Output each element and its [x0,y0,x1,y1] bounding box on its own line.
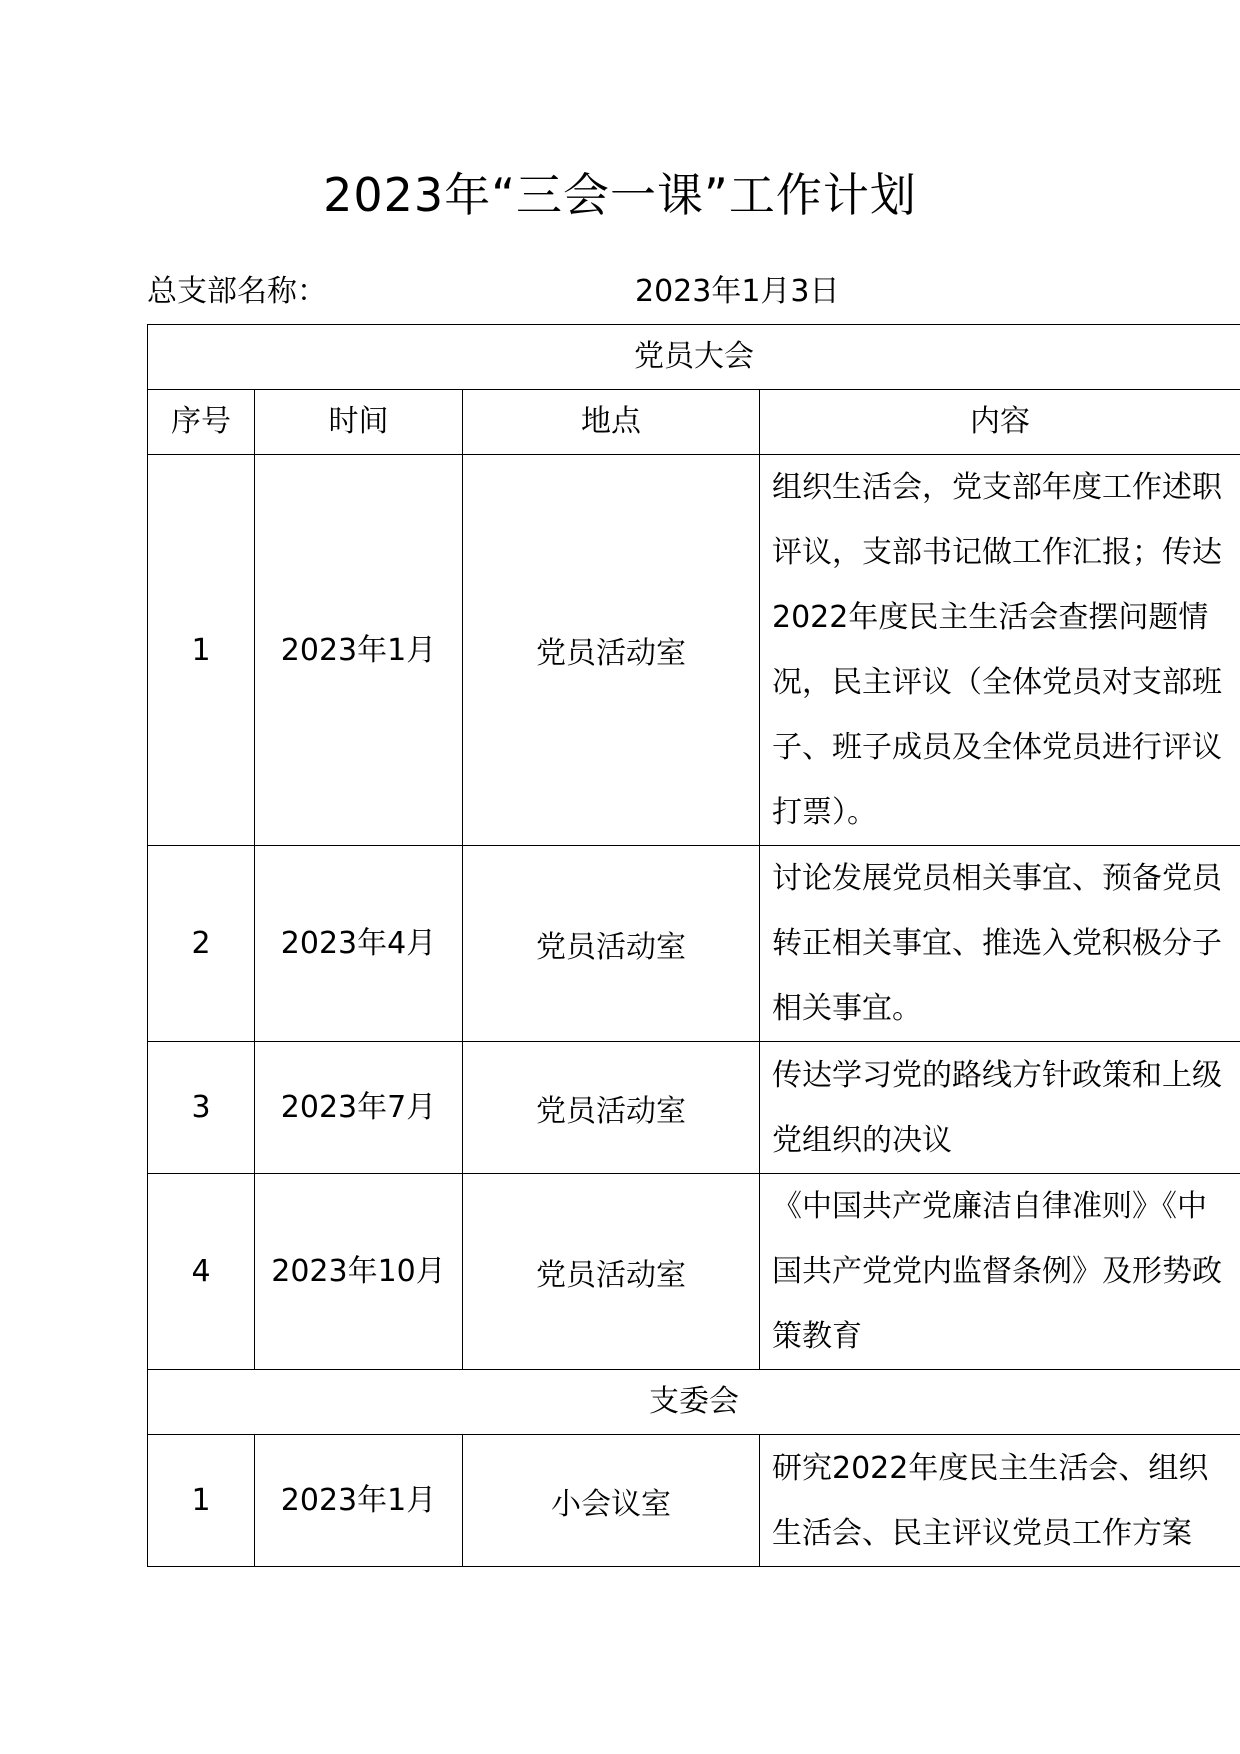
section-title: 党员大会 [148,325,1240,390]
cell-time: 2023年10月 [255,1174,463,1370]
table-row [148,1435,1240,1567]
document-title: 2023年“三会一课”工作计划 [323,168,917,222]
section-row-branch-committee [148,1370,1240,1435]
cell-location: 党员活动室 [463,455,760,846]
cell-content: 研究2022年度民主生活会、组织生活会、民主评议党员工作方案 [760,1435,1240,1567]
cell-index: 4 [148,1174,255,1370]
table-row [148,455,1240,846]
cell-content: 《中国共产党廉洁自律准则》《中国共产党党内监督条例》及形势政策教育 [760,1174,1240,1370]
cell-index: 3 [148,1042,255,1174]
cell-index: 1 [148,455,255,846]
cell-index: 1 [148,1435,255,1567]
cell-content: 传达学习党的路线方针政策和上级党组织的决议 [760,1042,1240,1174]
table-row [148,1174,1240,1370]
header-row [148,390,1240,455]
cell-content: 组织生活会，党支部年度工作述职评议，支部书记做工作汇报；传达2022年度民主生活会查摆问题情况，民主评议（全体党员对支部班子、班子成员及全体党员进行评议打票）。 [760,455,1240,846]
header-content: 内容 [760,390,1240,455]
cell-location: 党员活动室 [463,1042,760,1174]
section-title: 支委会 [148,1370,1240,1435]
header-location: 地点 [463,390,760,455]
cell-time: 2023年7月 [255,1042,463,1174]
table-row [148,1042,1240,1174]
cell-content: 讨论发展党员相关事宜、预备党员转正相关事宜、推选入党积极分子相关事宜。 [760,846,1240,1042]
branch-name-label: 总支部名称： [147,274,327,309]
cell-location: 党员活动室 [463,1174,760,1370]
cell-location: 小会议室 [463,1435,760,1567]
cell-time: 2023年1月 [255,455,463,846]
plan-table [147,324,1240,1567]
header-time: 时间 [255,390,463,455]
cell-index: 2 [148,846,255,1042]
cell-location: 党员活动室 [463,846,760,1042]
header-index: 序号 [148,390,255,455]
document-date: 2023年1月3日 [635,274,840,309]
cell-time: 2023年4月 [255,846,463,1042]
section-row-party-congress [148,325,1240,390]
cell-time: 2023年1月 [255,1435,463,1567]
table-row [148,846,1240,1042]
